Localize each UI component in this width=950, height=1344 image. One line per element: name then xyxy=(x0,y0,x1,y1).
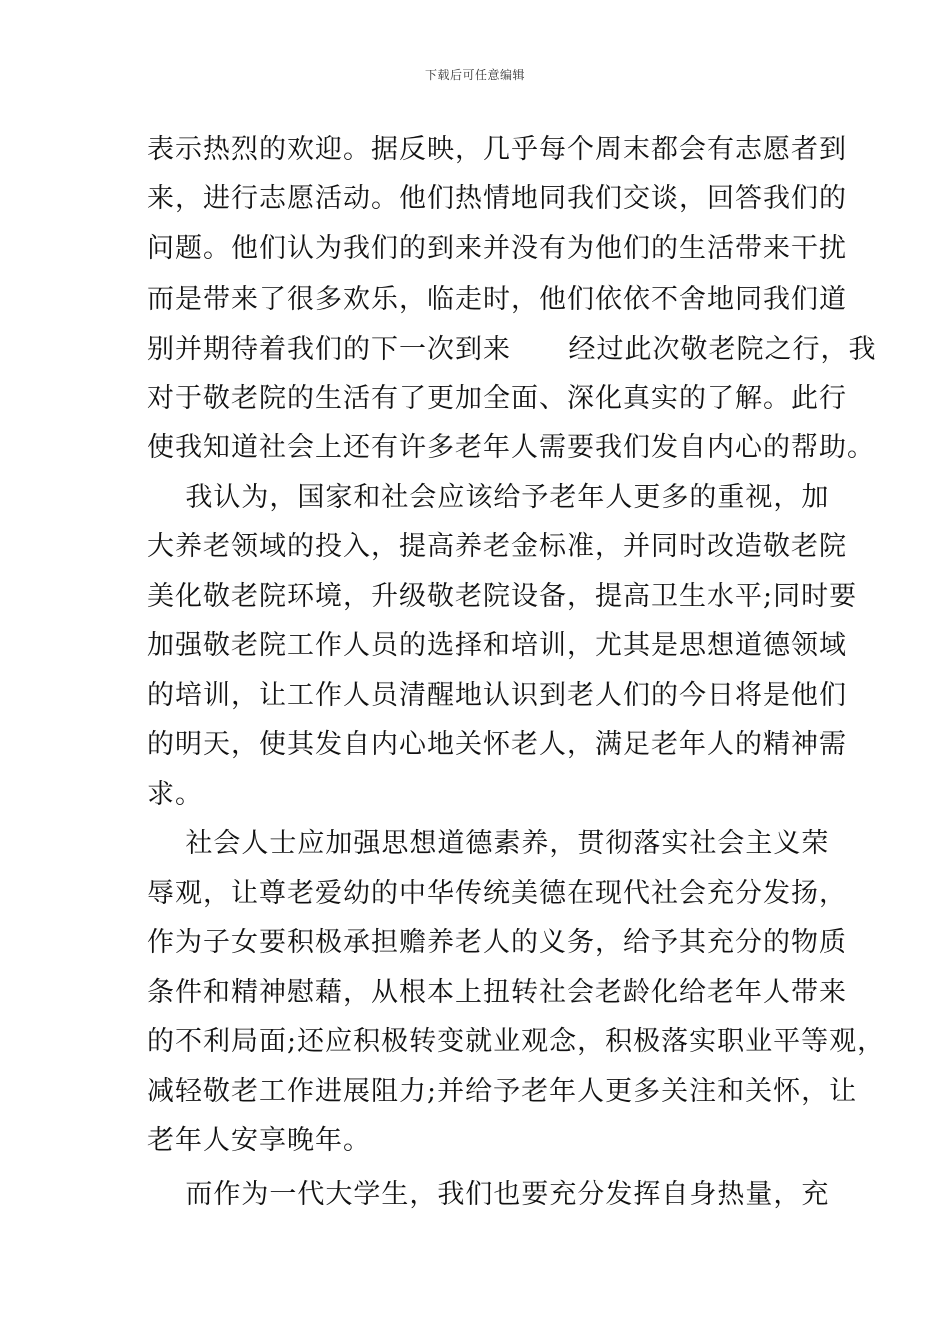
text-line: 的明天，使其发自内心地关怀老人，满足老年人的精神需 xyxy=(147,729,847,760)
text-line: 辱观，让尊老爱幼的中华传统美德在现代社会充分发扬， xyxy=(147,878,847,909)
text-line: 表示热烈的欢迎。据反映，几乎每个周末都会有志愿者到 xyxy=(147,134,847,165)
text-line: 加强敬老院工作人员的选择和培训，尤其是思想道德领域 xyxy=(147,630,847,661)
text-line: 的不利局面;还应积极转变就业观念，积极落实职业平等观， xyxy=(147,1026,886,1057)
text-line: 的培训，让工作人员清醒地认识到老人们的今日将是他们 xyxy=(147,680,847,711)
text-line: 条件和精神慰藉，从根本上扭转社会老龄化给老年人带来 xyxy=(147,977,847,1008)
text-line: 而是带来了很多欢乐，临走时，他们依依不舍地同我们道 xyxy=(147,284,847,315)
text-line: 美化敬老院环境，升级敬老院设备，提高卫生水平;同时要 xyxy=(147,581,858,612)
text-line: 社会人士应加强思想道德素养，贯彻落实社会主义荣 xyxy=(147,828,830,859)
text-line: 而作为一代大学生，我们也要充分发挥自身热量，充 xyxy=(147,1179,830,1210)
text-line: 大养老领域的投入，提高养老金标准，并同时改造敬老院 xyxy=(147,531,847,562)
text-line: 我认为，国家和社会应该给予老年人更多的重视，加 xyxy=(147,482,830,513)
page-header: 下载后可任意编辑 xyxy=(424,68,525,82)
text-line: 对于敬老院的生活有了更加全面、深化真实的了解。此行 xyxy=(147,383,847,414)
text-line: 来，进行志愿活动。他们热情地同我们交谈，回答我们的 xyxy=(147,183,847,214)
text-line: 减轻敬老工作进展阻力;并给予老年人更多关注和关怀，让 xyxy=(147,1076,858,1107)
text-line: 使我知道社会上还有许多老年人需要我们发自内心的帮助。 xyxy=(147,432,875,463)
text-line: 别并期待着我们的下一次到来 经过此次敬老院之行，我 xyxy=(147,334,877,365)
text-line: 求。 xyxy=(147,779,203,810)
text-line: 作为子女要积极承担赡养老人的义务，给予其充分的物质 xyxy=(147,927,847,958)
text-line: 问题。他们认为我们的到来并没有为他们的生活带来干扰 xyxy=(147,233,847,264)
text-line: 老年人安享晚年。 xyxy=(147,1125,371,1156)
